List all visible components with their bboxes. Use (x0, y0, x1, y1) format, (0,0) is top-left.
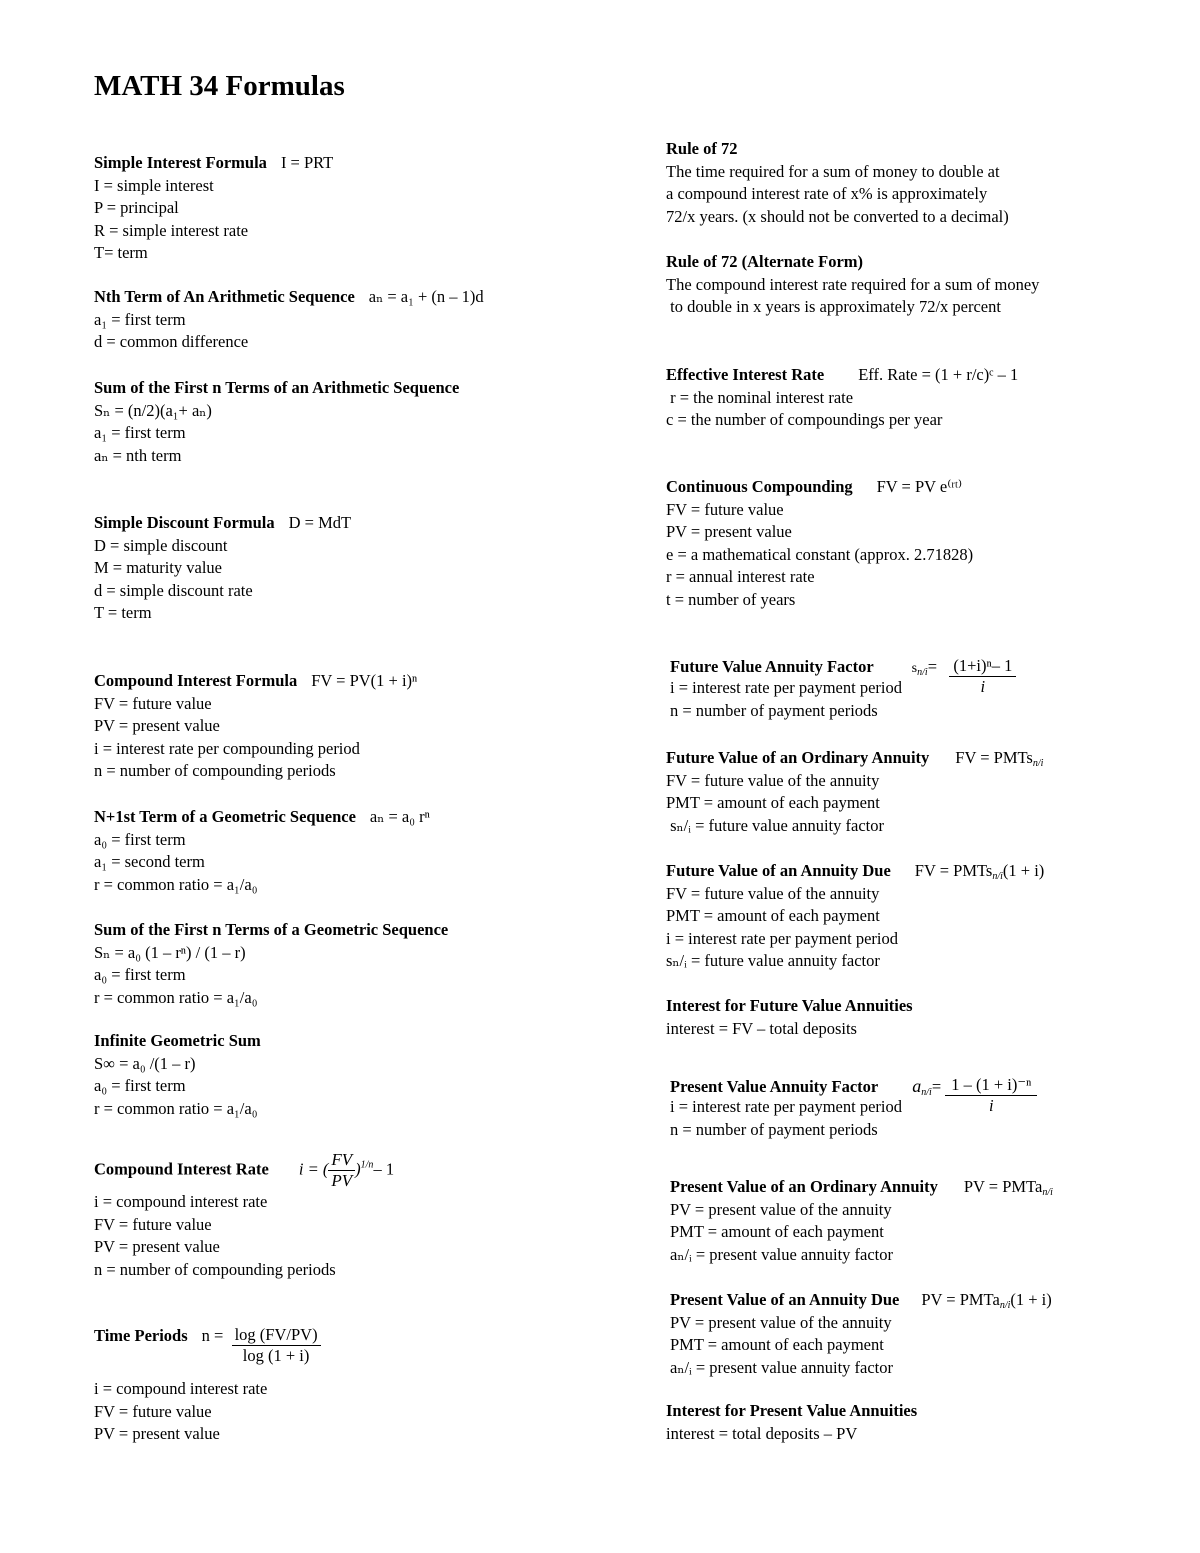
formula: I = PRT (280, 153, 334, 172)
definition-line: n = number of payment periods (670, 700, 878, 720)
definition-line: PV = present value of the annuity (670, 1312, 892, 1332)
definition-line: a₁ = first term (94, 309, 186, 329)
section-heading: Sum of the First n Terms of a Geometric Sequence (94, 920, 449, 939)
section-heading: Continuous Compounding (666, 477, 853, 496)
definition-line: T = term (94, 603, 152, 623)
definition-line: i = interest rate per payment period (666, 928, 898, 948)
definition-line: PMT = amount of each payment (666, 793, 880, 813)
definition-line: i = interest rate per payment period (670, 678, 902, 697)
definition-line: PV = present value (94, 1424, 220, 1444)
fraction-denominator: i (980, 677, 986, 696)
formula-tail: (1 + i) (1002, 861, 1045, 880)
geometric-term-section (94, 806, 430, 896)
definition-line: The time required for a sum of money to double at (666, 161, 1000, 181)
section-heading: Time Periods (94, 1326, 188, 1345)
definition-line: 72/x years. (x should not be converted to a decimal) (666, 206, 1009, 226)
formula-rhs: ) (355, 1159, 361, 1179)
infinite-geometric-section (94, 1030, 261, 1120)
definition-line: interest = total deposits – PV (666, 1423, 858, 1443)
formula-fraction (949, 656, 1016, 697)
formula-subscript: n/i (917, 667, 928, 678)
definition-line: FV = future value of the annuity (666, 770, 880, 790)
definition-line: r = annual interest rate (666, 567, 815, 587)
section-heading: Future Value Annuity Factor (670, 657, 874, 676)
definition-line: D = simple discount (94, 535, 228, 555)
section-heading: Present Value of an Ordinary Annuity (670, 1177, 938, 1196)
nth-term-arithmetic-section (94, 286, 484, 354)
formula-fraction (232, 1325, 321, 1366)
definition-line: interest = FV – total deposits (666, 1018, 857, 1038)
definition-line: r = common ratio = a₁/a₀ (94, 987, 258, 1007)
formula: aₙ = a₀ rⁿ (369, 807, 430, 826)
section-heading: Compound Interest Formula (94, 671, 298, 690)
definition-line: P = principal (94, 198, 179, 218)
definition-line: e = a mathematical constant (approx. 2.71828) (666, 544, 974, 564)
formula-eq: = (927, 657, 937, 676)
definition-line: a₁ = second term (94, 852, 205, 872)
section-heading: Sum of the First n Terms of an Arithmetic Sequence (94, 378, 460, 397)
formula-subscript: n/i (921, 1087, 932, 1098)
fraction-numerator: (1+i)ⁿ– 1 (949, 656, 1016, 677)
fraction-denominator: PV (331, 1171, 353, 1190)
definition-line: FV = future value (666, 499, 784, 519)
formula: FV = PV(1 + i)ⁿ (311, 671, 418, 690)
definition-line: n = number of payment periods (670, 1119, 878, 1139)
section-heading: Interest for Future Value Annuities (666, 996, 913, 1015)
formula-exponent: 1/n (360, 1159, 374, 1171)
continuous-compounding-section (666, 476, 973, 612)
pv-annuity-due-section (670, 1289, 1052, 1379)
interest-pv-annuities-section (666, 1400, 917, 1445)
sum-geometric-section (94, 919, 448, 1009)
page-title: MATH 34 Formulas (94, 70, 345, 102)
definition-line: PMT = amount of each payment (666, 906, 880, 926)
definition-line: r = common ratio = a₁/a₀ (94, 1098, 258, 1118)
definition-line: i = compound interest rate (94, 1379, 268, 1398)
formula-subscript: n/i (1042, 1187, 1053, 1198)
formula: aₙ = a₁ + (n – 1)d (368, 287, 484, 306)
fraction-numerator: FV (328, 1150, 355, 1171)
definition-line: PV = present value (94, 1237, 220, 1257)
formula-lhs: i = ( (298, 1159, 329, 1179)
formula: FV = PMTs (914, 861, 993, 880)
formula-tail: (1 + i) (1010, 1290, 1052, 1309)
definition-line: aₙ/ᵢ = present value annuity factor (670, 1244, 894, 1264)
sum-arithmetic-section (94, 377, 459, 467)
fv-annuity-factor-section (670, 656, 1016, 722)
definition-line: t = number of years (666, 589, 796, 609)
formula-fraction (328, 1150, 355, 1191)
rule-of-72-alt-section (666, 251, 1039, 319)
definition-line: sₙ/ᵢ = future value annuity factor (666, 815, 884, 835)
pv-annuity-factor-section (670, 1075, 1037, 1141)
formula: PV = PMTa (921, 1290, 1000, 1309)
section-heading: Simple Interest Formula (94, 153, 267, 172)
fv-ordinary-annuity-section (666, 747, 1043, 837)
definition-line: d = simple discount rate (94, 580, 253, 600)
definition-line: a compound interest rate of x% is approximately (666, 184, 988, 204)
formula-fraction (945, 1075, 1037, 1116)
formula-lhs: n = (201, 1326, 224, 1345)
definition-line: PV = present value (666, 522, 792, 542)
definition-line: c = the number of compoundings per year (666, 410, 943, 430)
definition-line: FV = future value (94, 1401, 212, 1421)
section-heading: Interest for Present Value Annuities (666, 1401, 918, 1420)
fraction-denominator: i (988, 1096, 994, 1115)
definition-line: FV = future value (94, 1214, 212, 1234)
compound-rate-section (94, 1150, 394, 1281)
formula-lhs: s (911, 661, 918, 676)
section-heading: Simple Discount Formula (94, 513, 275, 532)
pv-ordinary-annuity-section (670, 1176, 1053, 1266)
formula: D = MdT (288, 513, 352, 532)
formula: Eff. Rate = (1 + r/c)ᶜ – 1 (858, 365, 1019, 384)
interest-fv-annuities-section (666, 995, 913, 1040)
simple-discount-section (94, 512, 351, 625)
definition-line: a₀ = first term (94, 829, 186, 849)
definition-line: PMT = amount of each payment (670, 1222, 884, 1242)
definition-line: to double in x years is approximately 72/x percent (666, 297, 1001, 317)
definition-line: M = maturity value (94, 558, 222, 578)
definition-line: r = common ratio = a₁/a₀ (94, 874, 258, 894)
fv-annuity-due-section (666, 860, 1044, 973)
definition-line: i = interest rate per payment period (670, 1097, 902, 1116)
formula-eq: = (931, 1077, 942, 1096)
section-heading: Future Value of an Annuity Due (666, 861, 891, 880)
compound-interest-section (94, 670, 417, 783)
section-heading: Compound Interest Rate (94, 1159, 269, 1179)
formula: PV = PMTa (963, 1177, 1043, 1196)
definition-line: S∞ = a₀ /(1 – r) (94, 1053, 196, 1073)
fraction-numerator: log (FV/PV) (232, 1325, 321, 1346)
definition-line: Sₙ = a₀ (1 – rⁿ) / (1 – r) (94, 942, 246, 962)
section-heading: Rule of 72 (666, 139, 738, 158)
section-heading: Present Value of an Annuity Due (670, 1290, 900, 1309)
definition-line: R = simple interest rate (94, 220, 249, 240)
effective-rate-section (666, 364, 1018, 432)
formula-lhs: a (912, 1076, 922, 1096)
definition-line: Sₙ = (n/2)(a₁+ aₙ) (94, 400, 212, 420)
definition-line: a₀ = first term (94, 1076, 186, 1096)
definition-line: PV = present value of the annuity (670, 1199, 892, 1219)
definition-line: r = the nominal interest rate (666, 387, 854, 407)
definition-line: a₁ = first term (94, 423, 186, 443)
section-heading: Rule of 72 (Alternate Form) (666, 252, 864, 271)
section-heading: Infinite Geometric Sum (94, 1031, 261, 1050)
definition-line: n = number of compounding periods (94, 1259, 336, 1279)
definition-line: PV = present value (94, 716, 220, 736)
section-heading: N+1st Term of a Geometric Sequence (94, 807, 356, 826)
fraction-numerator: 1 – (1 + i)⁻ⁿ (945, 1075, 1037, 1096)
formula: FV = PMTs (955, 748, 1033, 767)
definition-line: a₀ = first term (94, 965, 186, 985)
definition-line: FV = future value (94, 693, 212, 713)
definition-line: aₙ/ᵢ = present value annuity factor (670, 1357, 894, 1377)
definition-line: d = common difference (94, 332, 249, 352)
rule-of-72-section (666, 138, 1009, 228)
section-heading: Present Value Annuity Factor (670, 1077, 879, 1096)
definition-line: T= term (94, 243, 148, 263)
definition-line: PMT = amount of each payment (670, 1335, 884, 1355)
formula-subscript: n/i (999, 1300, 1011, 1311)
definition-line: n = number of compounding periods (94, 761, 336, 781)
formula-subscript: n/i (1032, 758, 1044, 769)
time-periods-section (94, 1325, 321, 1446)
fraction-denominator: log (1 + i) (242, 1346, 310, 1365)
definition-line: FV = future value of the annuity (666, 883, 880, 903)
section-heading: Nth Term of An Arithmetic Sequence (94, 287, 355, 306)
section-heading: Effective Interest Rate (666, 365, 825, 384)
definition-line: The compound interest rate required for a sum of money (666, 274, 1040, 294)
formula-subscript: n/i (992, 871, 1003, 882)
definition-line: i = interest rate per compounding period (94, 738, 360, 758)
definition-line: aₙ = nth term (94, 445, 182, 465)
simple-interest-section (94, 152, 333, 265)
definition-line: i = compound interest rate (94, 1192, 268, 1211)
formula: FV = PV e⁽ʳᵗ⁾ (876, 477, 963, 496)
definition-line: I = simple interest (94, 175, 214, 195)
section-heading: Future Value of an Ordinary Annuity (666, 748, 930, 767)
definition-line: sₙ/ᵢ = future value annuity factor (666, 951, 880, 971)
formula-tail: – 1 (373, 1159, 395, 1179)
